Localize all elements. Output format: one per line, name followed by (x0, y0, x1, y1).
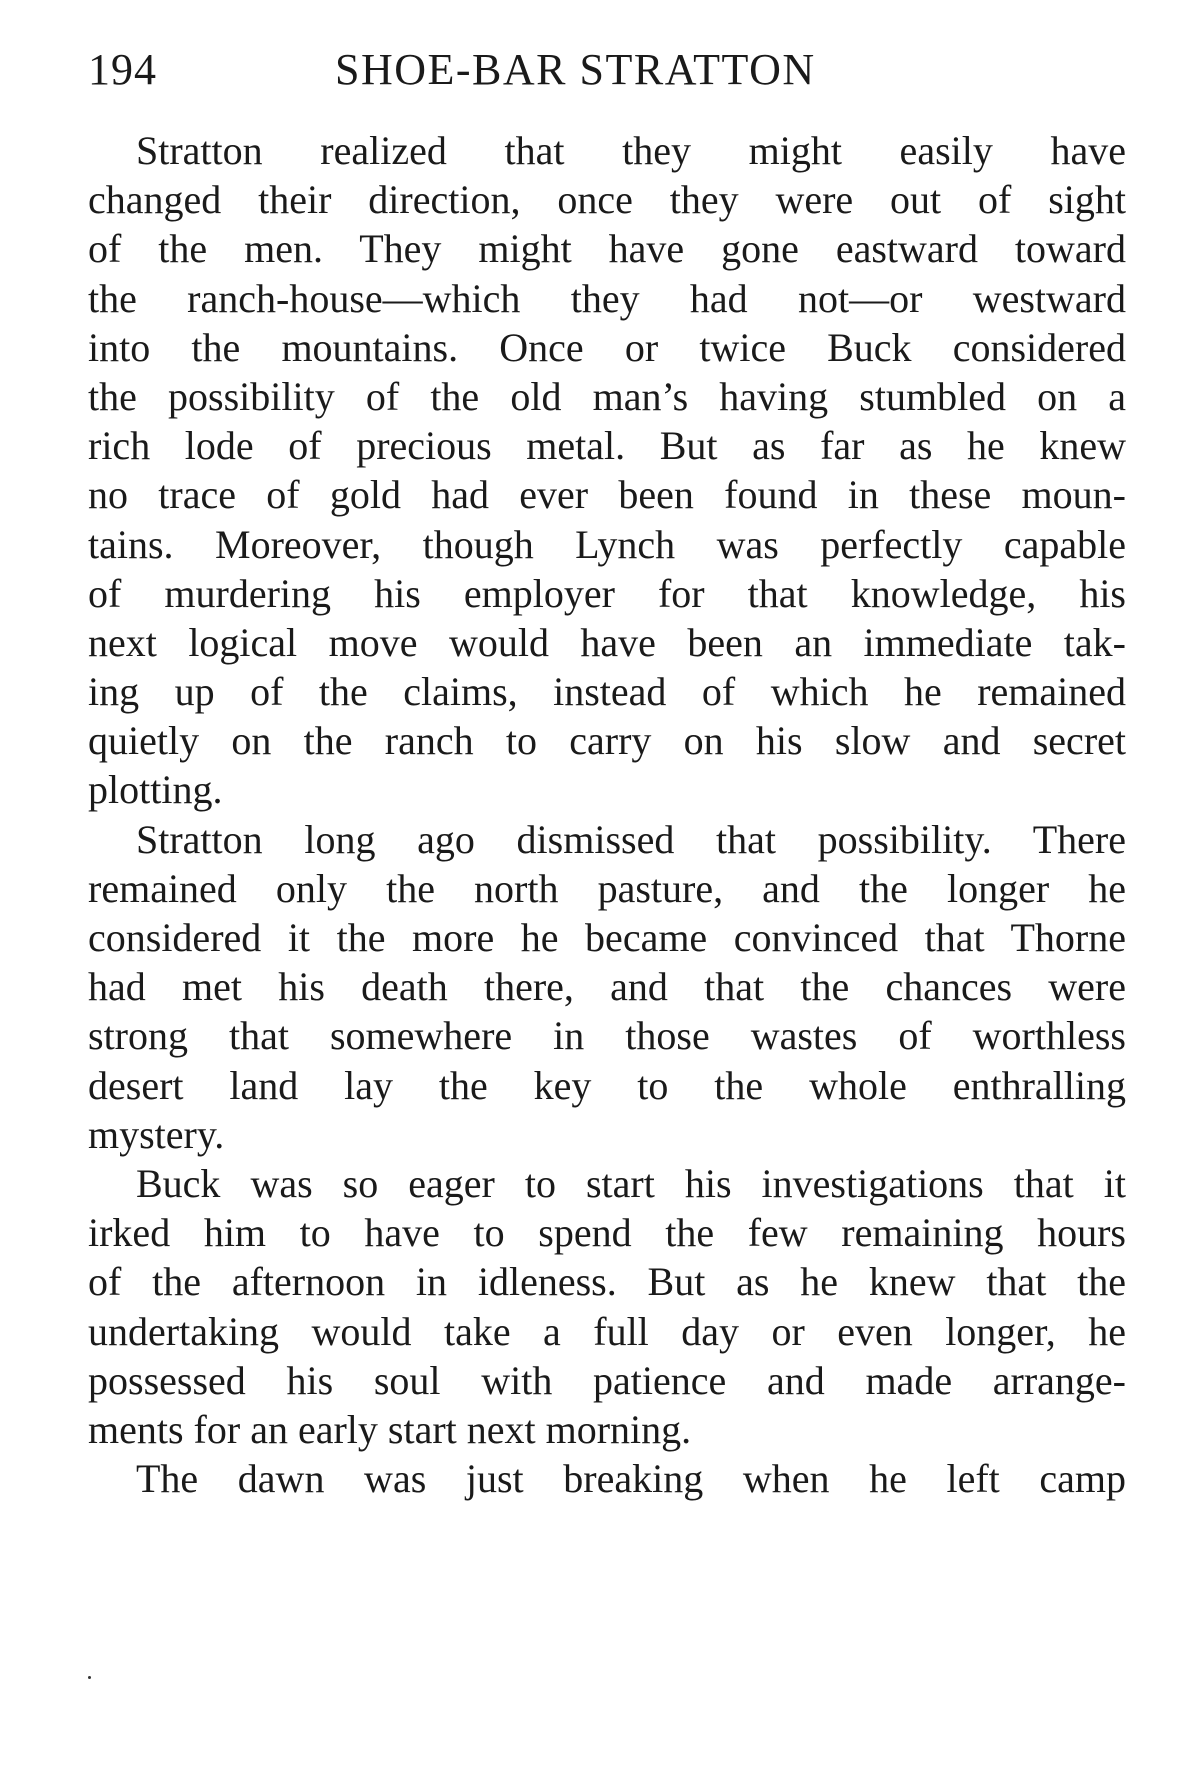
text-line: next logical move would have been an immediate tak- (88, 619, 1126, 665)
text-line: of the afternoon in idleness. But as he knew that the (88, 1259, 1126, 1305)
text-line: Buck was so eager to start his investigations that it (136, 1160, 1126, 1206)
paragraph (88, 1454, 1126, 1503)
text-line: ments for an early start next morning. (88, 1406, 692, 1452)
text-line: the possibility of the old man’s having stumbled on a (88, 373, 1126, 419)
paragraph (88, 1159, 1126, 1454)
text-line: rich lode of precious metal. But as far as he knew (88, 423, 1126, 469)
body-text (88, 126, 1126, 1503)
text-line: tains. Moreover, though Lynch was perfectly capable (88, 521, 1126, 567)
text-line: The dawn was just breaking when he left camp (136, 1456, 1126, 1502)
text-line: the ranch-house—which they had not—or westward (88, 275, 1126, 321)
text-line: remained only the north pasture, and the longer he (88, 865, 1126, 911)
text-line: no trace of gold had ever been found in these moun- (88, 472, 1126, 518)
text-line: Stratton realized that they might easily have (136, 128, 1126, 173)
text-line: undertaking would take a full day or even longer, he (88, 1308, 1126, 1354)
text-line: considered it the more he became convinced that Thorne (88, 915, 1126, 960)
text-line: mystery. (88, 1111, 225, 1157)
text-line: Stratton long ago dismissed that possibility. There (136, 816, 1126, 862)
running-header (88, 40, 1128, 100)
text-line: had met his death there, and that the chances were (88, 964, 1126, 1010)
text-line: ing up of the claims, instead of which he remained (88, 669, 1126, 715)
paragraph (88, 126, 1126, 815)
page-number: 194 (88, 45, 157, 94)
text-line: changed their direction, once they were out of sight (88, 177, 1126, 223)
text-line: quietly on the ranch to carry on his slow and secret (88, 718, 1126, 764)
text-line: of murdering his employer for that knowledge, his (88, 570, 1126, 616)
text-line: strong that somewhere in those wastes of worthless (88, 1013, 1126, 1059)
text-line: into the mountains. Once or twice Buck considered (88, 324, 1126, 370)
text-line: of the men. They might have gone eastward toward (88, 226, 1126, 272)
running-title: SHOE-BAR STRATTON (335, 45, 816, 94)
text-line: desert land lay the key to the whole enthralling (88, 1062, 1126, 1108)
text-line: plotting. (88, 767, 223, 813)
paragraph (88, 815, 1126, 1159)
text-line: irked him to have to spend the few remaining hours (88, 1210, 1126, 1256)
text-line: possessed his soul with patience and made arrange- (88, 1357, 1126, 1403)
print-speck (88, 1676, 91, 1679)
